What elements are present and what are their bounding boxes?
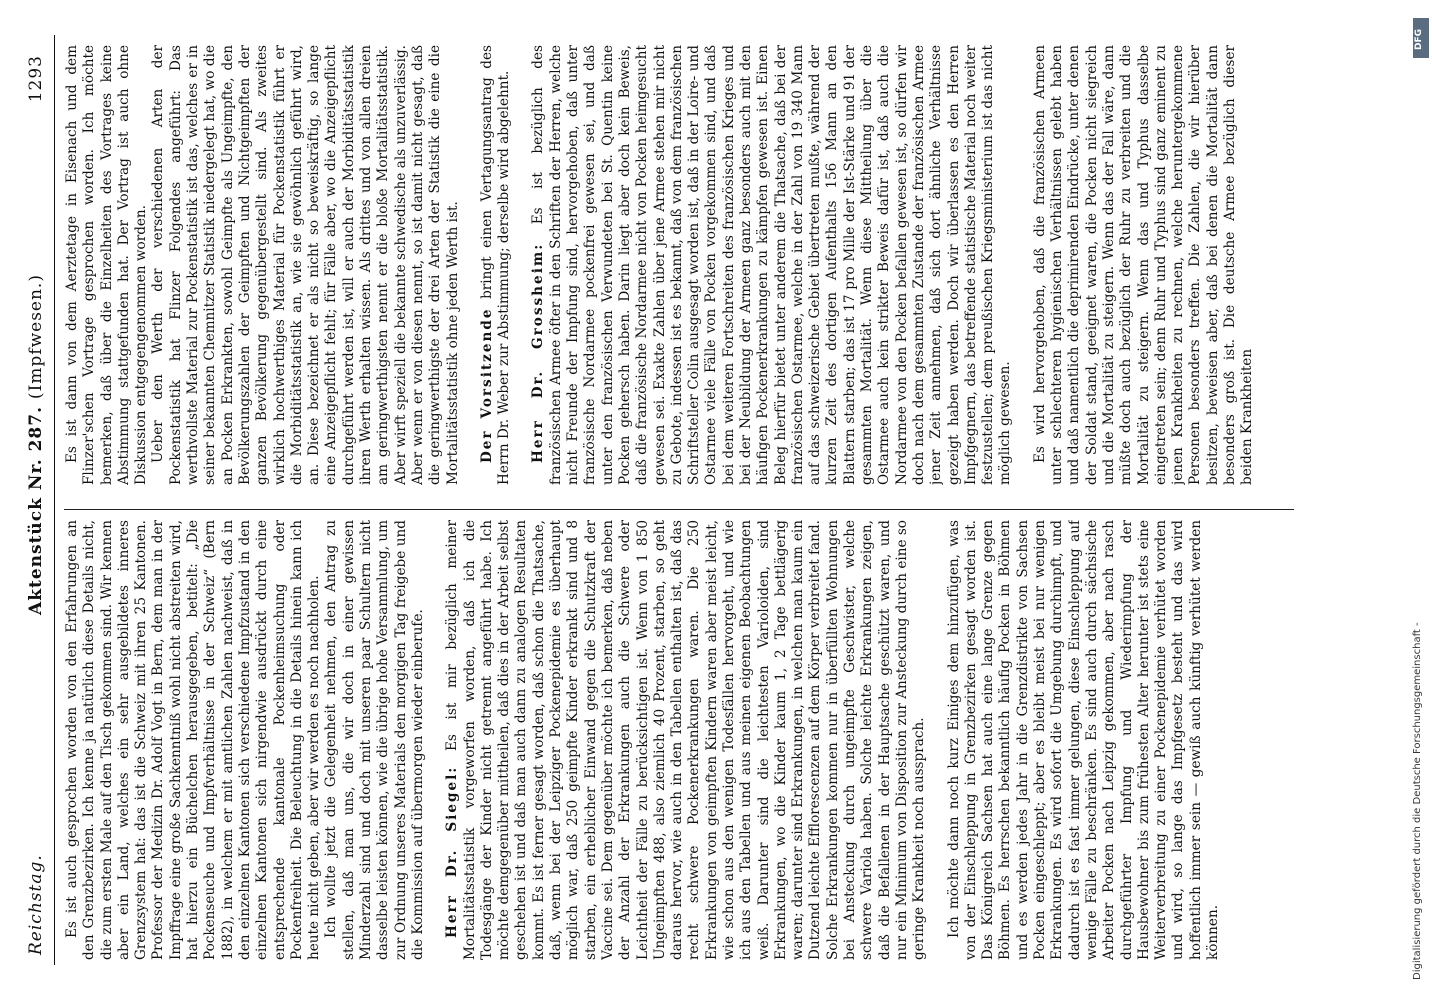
text-column-right [64,45,1294,485]
paragraph-text: Ich möchte dann noch kurz Einiges dem hinzufügen, was von der Einschleppung in Grenzbezirken gesagt worden ist. Das Königreich Sachsen hat auch eine lange Grenze gegen Böhmen. Es herrschen bekanntlich häufig Pocken in Böhmen und es werden jedes Jahr in die Grenzdistrikte von Sachsen Pocken eingeschleppt; aber es bleibt meist bei nur wenigen Erkrankungen. Es wird sofort die Umgebung durchimpft, und dadurch ist es fast immer gelungen, diese Einschleppung auf wenige Fälle zu beschränken. Es sind auch durch sächsische Arbeiter Pocken nach Leipzig gekommen, aber nach rasch durchgeführter Impfung und Wiederimpfung der Hausbewohner bis zum frühesten Alter herunter ist stets eine Weiterverbreitung zu einer Pockenepidemie verhütet worden und wird, so lange das Impfgesetz besteht und das wird hoffentlich immer sein — gewiß auch künftig verhütet werden können. [945,520,1221,960]
paragraph [946,520,1223,960]
header-chamber: Reichstag. [26,854,46,955]
paragraph-text: Ich wollte jetzt die Gelegenheit nehmen, den Antrag zu stellen, daß man uns, die wir doch in einer gewissen Minderzahl sind und doch mit unseren paar Schultern nicht dasselbe leisten können, wie die übrige hohe Versammlung, um zur Ordnung unseres Materials den morgigen Tag freigebe und die Kommission auf übermorgen wieder einberufe. [323,520,426,960]
paragraph-text: Es wird hervorgehoben, daß die französischen Armeen unter schlechteren hygienischen Verhältnissen gelebt haben und daß namentlich die deprimirenden Eindrücke, unter denen der Soldat stand, geeignet waren, die Pocken nicht siegreich und die Mortalität zu steigern. Wenn das der Fall wäre, dann müßte doch auch bezüglich der Ruhr zu verbreiten und die Mortalität zu steigern. Wenn das und Typhus dasselbe eingetreten sein; denn Ruhr und Typhus sind ganz eminent zu jenen Krankheiten zu rechnen, welche heruntergekommene Personen besonders treffen. Die Zahlen, die wir hierüber besitzen, beweisen aber, daß bei denen die Mortalität dann besonders groß ist. Die deutsche Armee bezüglich dieser beiden Krankheiten [1031,45,1256,485]
column-divider [64,509,1294,510]
page-header [20,25,60,975]
paragraph [323,520,427,960]
speaker-name: Herr Dr. Siegel: [444,765,461,938]
paragraph-text: Es ist auch gesprochen worden von den Erfahrungen an den Grenzbezirken. Ich kenne ja natürlich diese Details nicht, die zum ersten Male auf den Tisch gekommen sind. Wir kennen aber ein Land, welches ein sehr ausgebildetes inneres Grenzsystem hat: das ist die Schweiz mit ihren 25 Kantonen. Professor der Medizin Dr. Adolf Vogt in Bern, dem man in der Impffrage eine große Sachkenntniß wohl nicht abstreiten wird, hat hierzu ein Büchelchen herausgegeben, betitelt: „Die Pockenseuche und Impfverhältnisse in der Schweiz“ (Bern 1882), in welchem er mit amtlichen Zahlen nachweist, daß in den einzelnen Kantonen sich verschiedene Impfzustand in den einzelnen Kantonen sich nirgendwie ausdrückt durch eine entsprechende kantonale Pockenheimsuchung oder Pockenfreiheit. Die Beleuchtung in die Details hinein kann ich heute nicht geben, aber wir werden es noch nachholen. [64,520,323,960]
dfg-logo-text: DFG [1414,28,1424,50]
paragraph-text: bringt einen Vertagungsantrag des Herrn Dr. Weber zur Abstimmung; derselbe wird abgelehnt. [478,45,513,485]
paragraph-text: Ueber den Werth der verschiedenen Arten der Pockenstatistik hat Flinzer Folgendes angeführt: Das werthvollste Material zur Pockenstatistik ist das, welches er in seiner bekannten Chemnitzer Statistik niedergelegt hat, wo die an Pocken Erkrankten, sowohl Geimpfte als Ungeimpfte, den Bevölkerungszahlen der Geimpften und Nichtgeimpften der ganzen Bevölkerung gegenübergestellt sind. Als zweites wirklich hochwerthiges Material für Pockenstatistik führt er die Morbiditätsstatistik an, wie sie gewöhnlich geführt wird, an. Diese bezeichnet er als nicht so beweiskräftig, so lange eine Anzeigepflicht fehlt; für Fälle aber, wo die Anzeigepflicht durchgeführt werden ist, will er auch der Morbiditätsstatistik ihren Werth erhalten wissen. Als drittes und von allen dreien am geringwerthigsten nennt er die bloße Mortalitätsstatistik. Aber wirft speziell die bekannte schwedische als unzuverlässig. Aber wenn er von diesen nennt, so ist damit nicht gesagt, daß die geringwerthigste der drei Arten der Statistik die eine die Mortalitätsstatistik ohne jeden Werth ist. [150,45,461,485]
header-document: Aktenstück Nr. 287. [26,405,46,615]
header-document-number [26,274,46,615]
digitization-credit-text: Digitalisierung gefördert durch die Deutsche Forschungsgemeinschaft - [1412,622,1423,980]
paragraph-text: Es ist bezüglich des französischen Armee öfter in den Schriften der Herren, welche nicht Freunde der Impfung sind, hervorgehoben, daß unter französische Nordarmee pockenfrei gewesen sei, und daß unter den französischen Verwundeten bei St. Quentin keine Pocken gehersch haben. Darin liegt aber doch kein Beweis, daß die französische Nordarmee nicht von Pocken heimgesucht gewesen sei. Exakte Zahlen über jene Armee stehen mir nicht zu Gebote, indessen ist es bekannt, daß von dem französischen Schriftsteller Colin ausgesagt worden ist, daß in der Loire- und Ostarmee viele Fälle von Pocken vorgekommen sind, und daß bei dem weiteren Fortschreiten des französischen Krieges und bei der Neubildung der Armeen ganz besonders auch mit den häufigen Pockenerkrankungen zu kämpfen gewesen ist. Einen Beleg hierfür bietet unter anderem die Thatsache, daß bei der französischen Ostarmee, welche in der Zahl von 19 340 Mann auf das schweizerische Gebiet übertreten mußte, während der kurzen Zeit des dortigen Aufenthalts 156 Mann an den Blattern starben; das ist 17 pro Mille der Ist-Stärke und 91 der gesammten Mortalität. Wenn diese Mittheilung über die Ostarmee auch kein strikter Beweis dafür ist, daß auch die Nordarmee von den Pocken befallen gewesen ist, so dürfen wir doch nach dem gesammten Zustande der französischen Armee jener Zeit annehmen, daß sich dort ähnliche Verhältnisse gezeigt haben werden. Doch wir überlassen es den Herren Impfgegnern, das betreffende statistische Material noch weiter festzustellen; dem preußischen Kriegsministerium ist das nicht möglich gewesen. [530,45,1014,485]
paragraph [150,45,461,485]
scanned-page [20,25,1320,975]
digitization-credit [1412,20,1430,980]
speaker-name: Herr Dr. Grossheim: [530,242,547,463]
speaker-name: Der Vorsitzende [478,307,495,463]
paragraph-text: Es ist dann von dem Aerztetage in Eisenach und dem Flinzer'schen Vortrage gesprochen worden. Ich möchte bemerken, daß über die Einzelheiten des Vortrages keine Abstimmung stattgefunden hat. Der Vortrag ist auch ohne Diskussion entgegengenommen worden. [64,45,150,485]
paragraph [530,45,1014,485]
header-subject: (Impfwesen.) [26,274,46,400]
page-number: 1293 [26,55,46,103]
paragraph [444,520,928,960]
paragraph [64,520,323,960]
paragraph-text: Es ist mir bezüglich meiner Mortalitätsstatistik vorgeworfen worden, daß ich die Todesgänge der Kinder nicht getrennt angeführt habe. Ich möchte demgegenüber mittheilen, daß dies in der Arbeit selbst geschehen ist und daß man auch dann zu analogen Resultaten kommt. Es ist ferner gesagt worden, daß schon die Thatsache, daß, wenn bei der Leipziger Pockenepidemie es überhaupt möglich war, daß 250 geimpfte Kinder erkrankt sind und 8 starben, ein erheblicher Einwand gegen die Schutzkraft der Vaccine sei. Dem gegenüber möchte ich bemerken, daß neben der Anzahl der Erkrankungen auch die Schwere oder Leichtheit der Fälle zu berücksichtigen ist. Wenn von 1 850 Ungeimpften 488, also ziemlich 40 Prozent, starben, so geht daraus hervor, wie auch in den Tabellen enthalten ist, daß das recht schwere Pockenerkrankungen waren. Die 250 Erkrankungen von geimpften Kindern waren aber meist leicht, wie schon aus den wenigen Todesfällen hervorgeht, und wie ich aus den Tabellen und aus meinen eigenen Beobachtungen weiß. Darunter sind die leichtesten Varioloiden, sind Erkrankungen, wo die Kinder kaum 1, 2 Tage bettlägerig waren; darunter sind Erkrankungen, in welchen man kaum ein Dutzend leichte Efflorescenzen auf dem Körper verbreitet fand. Solche Erkrankungen kommen nur in überfüllten Wohnungen bei Ansteckung durch ungeimpfte Geschwister, welche schwere Variola haben. Solche leichte Erkrankungen zeigen, daß die Befallenen in der Hauptsache geschützt waren, und nur ein Minimum von Disposition zur Ansteckung durch eine so geringe Krankheit noch aussprach. [444,520,928,960]
paragraph [1032,45,1257,485]
paragraph [64,45,150,485]
paragraph [479,45,514,485]
text-column-left [64,520,1294,960]
header-rule [54,35,55,965]
